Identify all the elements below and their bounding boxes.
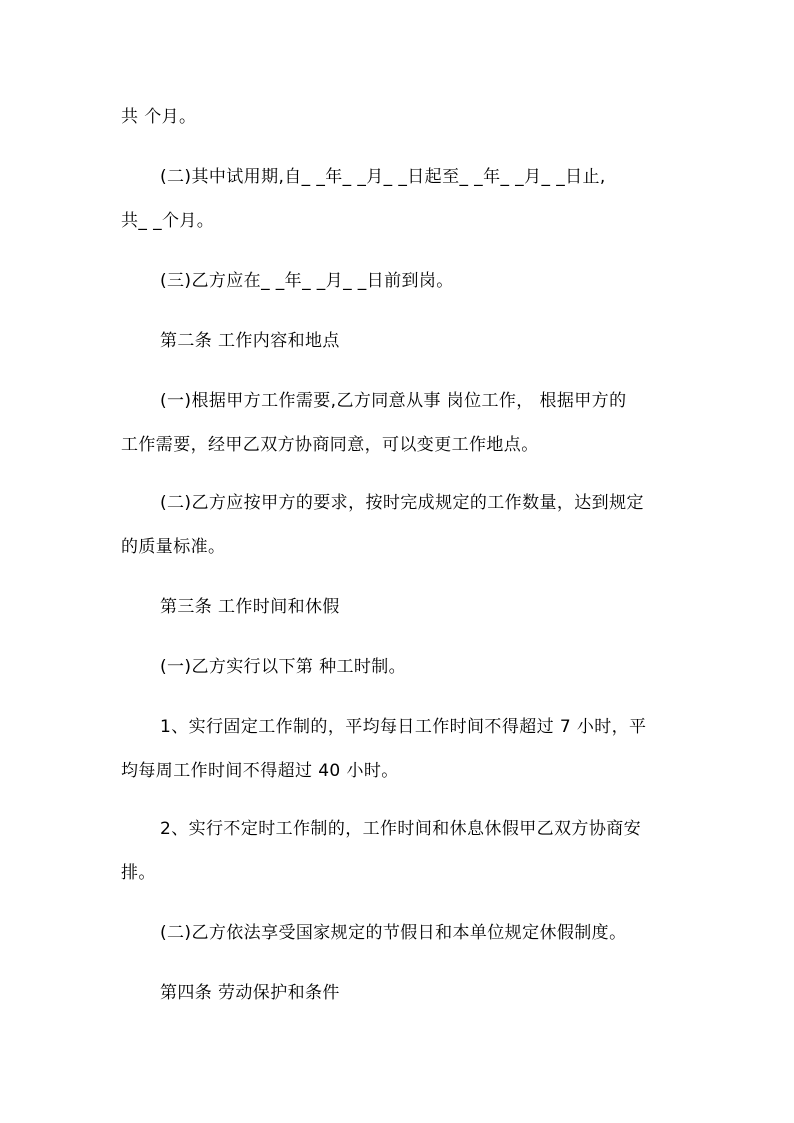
text-line: 1、实行固定工作制的，平均每日工作时间不得超过 7 小时，平 xyxy=(160,717,647,737)
text-line: (一)根据甲方工作需要,乙方同意从事 岗位工作， 根据甲方的 xyxy=(160,391,627,411)
section-heading: 第二条 工作内容和地点 xyxy=(160,331,340,351)
text-line: (二)乙方应按甲方的要求，按时完成规定的工作数量，达到规定 xyxy=(160,493,644,513)
text-line: 工作需要，经甲乙双方协商同意，可以变更工作地点。 xyxy=(121,435,539,455)
text-line: 的质量标准。 xyxy=(121,537,226,557)
text-line: (三)乙方应在_ _年_ _月_ _日前到岗。 xyxy=(160,271,454,291)
text-line: 共_ _个月。 xyxy=(121,211,215,231)
text-line: 均每周工作时间不得超过 40 小时。 xyxy=(121,761,399,781)
section-heading: 第三条 工作时间和休假 xyxy=(160,597,340,617)
text-line: (一)乙方实行以下第 种工时制。 xyxy=(160,657,407,677)
text-line: 2、实行不定时工作制的，工作时间和休息休假甲乙双方协商安 xyxy=(160,819,642,839)
text-line: (二)乙方依法享受国家规定的节假日和本单位规定休假制度。 xyxy=(160,923,627,943)
text-line: (二)其中试用期,自_ _年_ _月_ _日起至_ _年_ _月_ _日止, xyxy=(160,167,606,187)
text-line: 共 个月。 xyxy=(121,107,197,127)
section-heading: 第四条 劳动保护和条件 xyxy=(160,983,340,1003)
text-line: 排。 xyxy=(121,863,156,883)
